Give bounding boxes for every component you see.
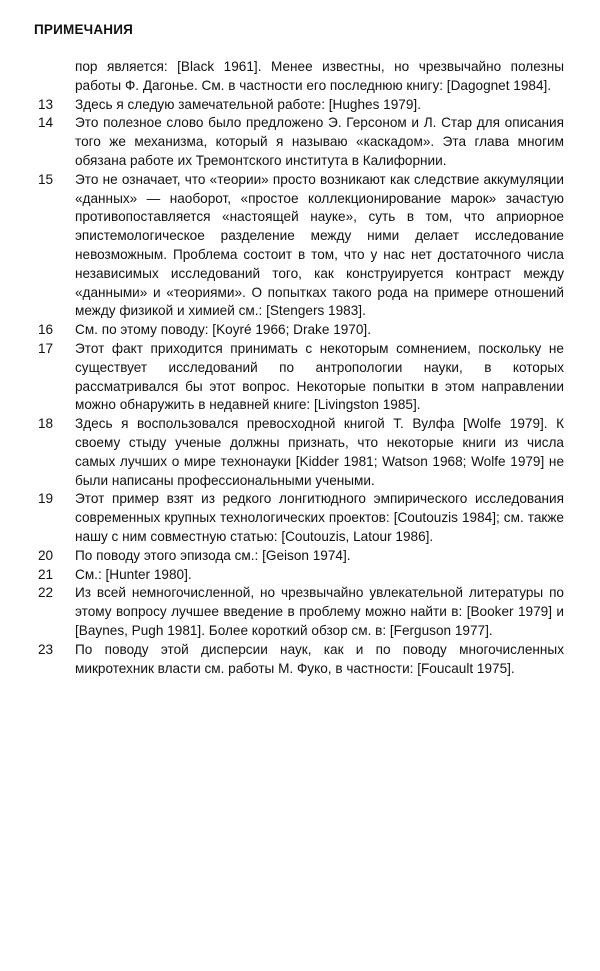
note-item [34,415,564,490]
note-number: 14 [38,115,54,131]
note-item [34,547,564,566]
note-text: Это полезное слово было предложено Э. Герсоном и Л. Стар для описания того же механизма, который я называю «каскадом». Эта глава многим обязана работе их Тремонтского института в Калифорнии. [75,115,564,168]
note-number: 13 [38,96,54,112]
note-text: Здесь я следую замечательной работе: [Hughes 1979]. [75,96,421,112]
note-item [34,584,564,640]
note-text: Здесь я воспользовался превосходной книгой Т. Вулфа [Wolfe 1979]. К своему стыду ученые должны признать, что некоторые книги из числа самых лучших о мире технонауки [Kidder 1981; Watson 1968; Wolfe 1979] не были написаны профессиональными учеными. [75,416,564,488]
note-number: 21 [38,566,54,582]
note-item [34,321,564,340]
note-number: 17 [38,340,54,356]
note-number: 22 [38,585,54,601]
note-number: 20 [38,547,54,563]
note-item [34,641,564,679]
note-text: Это не означает, что «теории» просто возникают как следствие аккумуляции «данных» — наоборот, «простое коллекционирование марок» зачастую противопоставляется «настоящей науке», суть в том, что априорное эпистемологическое разделение между ними делает исследование невозможным. Проблема состоит в том, что у нас нет достаточного числа независимых исследований того, как конструируется контраст между «данными» и «теориями». О попытках такого рода на примере отношений между физикой и химией см.: [Stengers 1983]. [75,171,564,319]
note-text: По поводу этой дисперсии наук, как и по поводу многочисленных микротехник власти см. работы М. Фуко, в частности: [Foucault 1975]. [75,641,564,676]
note-text: См. по этому поводу: [Koyré 1966; Drake 1970]. [75,322,371,338]
note-item [34,490,564,546]
note-number: 23 [38,641,54,657]
note-item [34,96,564,115]
note-item [34,340,564,415]
running-head-title: ПРИМЕЧАНИЯ [34,22,134,37]
note-text: По поводу этого эпизода см.: [Geison 1974]. [75,547,351,563]
note-number: 18 [38,416,54,432]
note-item [34,58,564,96]
note-text: Этот факт приходится принимать с некоторым сомнением, поскольку не существует исследований по антропологии науки, в которых рассматривался бы этот вопрос. Некоторые попытки в этом направлении можно обнаружить в недавней книге: [Livingston 1985]. [75,340,564,413]
note-text: Из всей немногочисленной, но чрезвычайно увлекательной литературы по этому вопросу лучшее введение в проблему можно найти в: [Booker 1979] и [Baynes, Pugh 1981]. Более короткий обзор см. в: [Ferguson 1977]. [75,585,564,638]
note-number: 15 [38,171,54,187]
notes-list [34,58,564,678]
note-text: Этот пример взят из редкого лонгитюдного эмпирического исследования современных крупных технологических проектов: [Coutouzis 1984]; см. также нашу с ним совместную статью: [Coutouzis, Latour 1986]. [75,491,564,544]
note-item [34,171,564,321]
note-number: 19 [38,491,54,507]
note-item [34,566,564,585]
note-text: См.: [Hunter 1980]. [75,566,192,582]
note-item [34,114,564,170]
note-text: пор является: [Black 1961]. Менее известны, но чрезвычайно полезны работы Ф. Дагонье. См. в частности его последнюю книгу: [Dagognet 1984]. [75,59,564,93]
note-number: 16 [38,322,54,338]
